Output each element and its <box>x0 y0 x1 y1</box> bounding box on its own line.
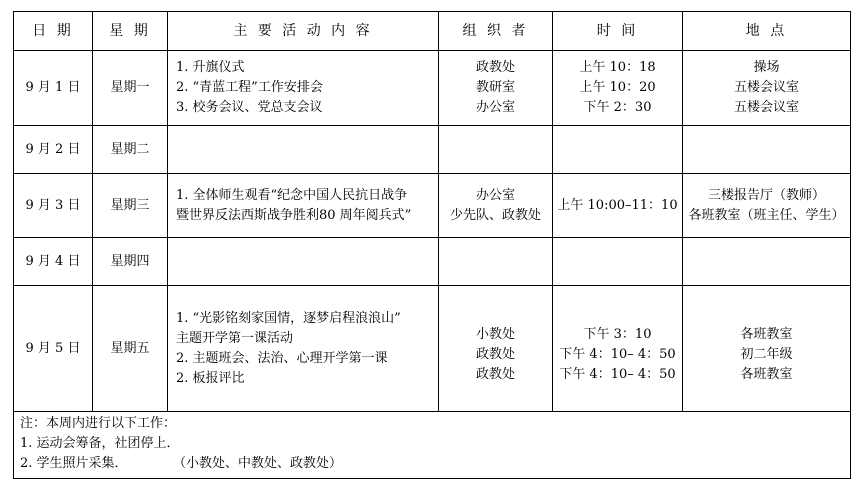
place-line: 五楼会议室 <box>733 100 799 115</box>
activities-cell <box>168 51 439 126</box>
activity-line: 2. 板报评比 <box>176 370 245 386</box>
organizer-line: 小教处 <box>475 327 515 342</box>
time-line: 上午 10:00–11：10 <box>557 197 678 213</box>
date-cell: 9 月 2 日 <box>14 126 93 174</box>
place-cell <box>683 126 851 174</box>
header-place: 地 点 <box>683 12 851 51</box>
note-line: 1. 运动会筹备，社团停上． <box>20 436 180 451</box>
activities-cell <box>168 126 439 174</box>
note-line: 2. 学生照片采集． （小教处、中教处、政教处） <box>20 456 342 471</box>
table-row <box>14 238 851 286</box>
time-line: 下午 3：10 <box>583 327 652 342</box>
place-cell <box>683 174 851 238</box>
date-cell: 9 月 3 日 <box>14 174 93 238</box>
table-row <box>14 51 851 126</box>
place-cell <box>683 286 851 412</box>
place-line: 三楼报告厅（教师） <box>707 187 825 203</box>
weekday-cell: 星期五 <box>93 286 168 412</box>
header-date: 日 期 <box>14 12 93 51</box>
weekday-cell: 星期二 <box>93 126 168 174</box>
date-cell: 9 月 5 日 <box>14 286 93 412</box>
time-line: 下午 4：10– 4：50 <box>559 367 676 382</box>
header-activities: 主 要 活 动 内 容 <box>168 12 439 51</box>
place-cell <box>683 238 851 286</box>
header-row <box>14 12 851 51</box>
date-cell: 9 月 4 日 <box>14 238 93 286</box>
place-line: 各班教室 <box>740 327 793 342</box>
activity-line: 1. 全体师生观看“纪念中国人民抗日战争 <box>176 187 408 203</box>
time-cell <box>553 51 683 126</box>
organizer-cell <box>439 126 553 174</box>
place-line: 各班教室（班主任、学生） <box>688 207 845 223</box>
weekday-cell: 星期四 <box>93 238 168 286</box>
notes-cell <box>14 412 851 479</box>
time-cell <box>553 174 683 238</box>
activities-cell <box>168 174 439 238</box>
activity-line: 3. 校务会议、党总支会议 <box>176 100 323 115</box>
notes-row <box>14 412 851 479</box>
time-line: 上午 10：20 <box>579 80 656 95</box>
note-line: 注：本周内进行以下工作： <box>20 416 177 431</box>
place-cell <box>683 51 851 126</box>
header-organizer: 组 织 者 <box>439 12 553 51</box>
table-row <box>14 126 851 174</box>
activity-line: 2. “青蓝工程”工作安排会 <box>176 80 323 95</box>
activities-cell <box>168 286 439 412</box>
place-line: 五楼会议室 <box>733 80 799 95</box>
organizer-cell <box>439 286 553 412</box>
time-cell <box>553 238 683 286</box>
organizer-line: 少先队、政教处 <box>449 207 541 223</box>
weekly-schedule-table <box>13 11 851 479</box>
organizer-line: 政教处 <box>475 367 515 382</box>
time-cell <box>553 286 683 412</box>
activity-line: 1. 升旗仪式 <box>176 60 245 75</box>
place-line: 各班教室 <box>740 367 793 382</box>
organizer-cell <box>439 51 553 126</box>
date-cell: 9 月 1 日 <box>14 51 93 126</box>
time-line: 上午 10：18 <box>579 60 656 75</box>
organizer-line: 政教处 <box>475 347 515 362</box>
time-line: 下午 2：30 <box>583 100 652 115</box>
activity-line: 2. 主题班会、法治、心理开学第一课 <box>176 350 388 366</box>
organizer-line: 办公室 <box>475 100 515 115</box>
activity-line: 暨世界反法西斯战争胜利80 周年阅兵式” <box>176 207 412 223</box>
activity-line: 主题开学第一课活动 <box>176 330 294 346</box>
organizer-cell <box>439 174 553 238</box>
organizer-line: 办公室 <box>475 187 515 203</box>
table-row <box>14 174 851 238</box>
table-row <box>14 286 851 412</box>
activities-cell <box>168 238 439 286</box>
header-time: 时 间 <box>553 12 683 51</box>
organizer-line: 教研室 <box>475 80 515 95</box>
time-cell <box>553 126 683 174</box>
organizer-line: 政教处 <box>475 60 515 75</box>
time-line: 下午 4：10– 4：50 <box>559 347 676 362</box>
organizer-cell <box>439 238 553 286</box>
place-line: 初二年级 <box>740 347 793 362</box>
weekday-cell: 星期三 <box>93 174 168 238</box>
activity-line: 1. “光影铭刻家国情，逐梦启程浪浪山” <box>176 310 401 326</box>
weekday-cell: 星期一 <box>93 51 168 126</box>
header-weekday: 星 期 <box>93 12 168 51</box>
place-line: 操场 <box>753 60 780 75</box>
